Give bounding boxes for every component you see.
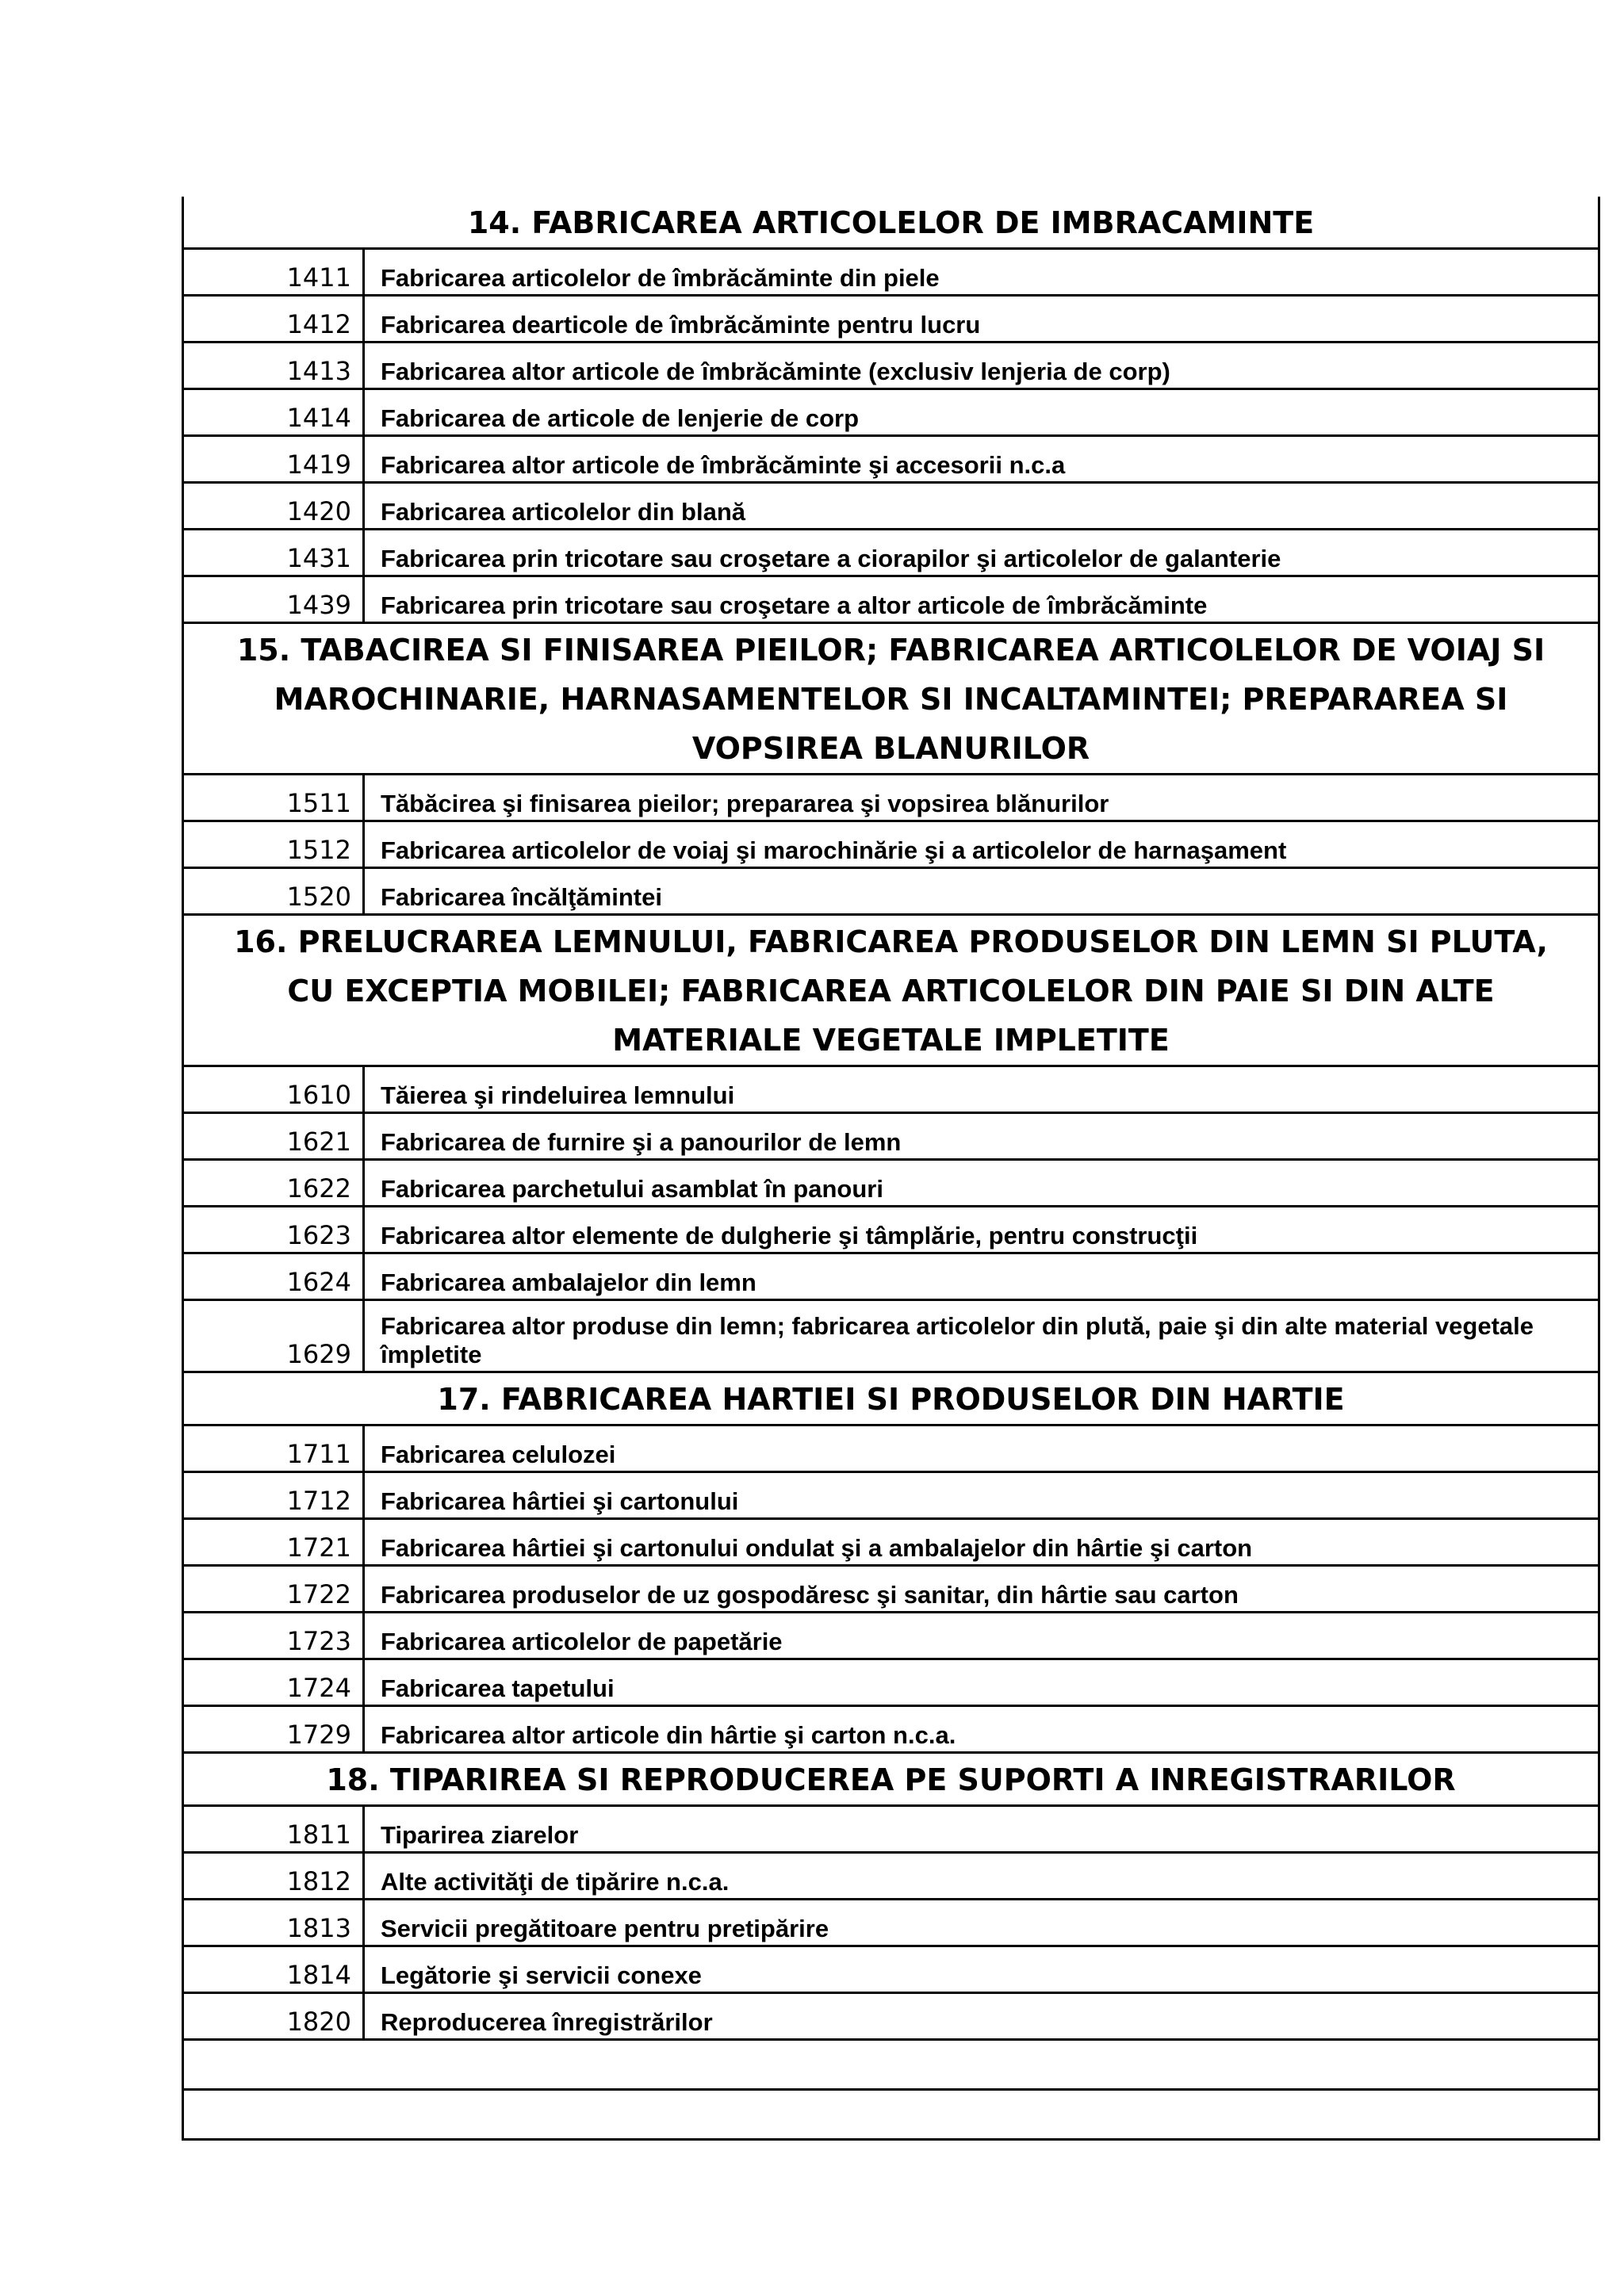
item-code: 1711 [183,1425,364,1472]
item-code: 1624 [183,1253,364,1300]
item-label: Fabricarea articolelor de papetărie [364,1613,1599,1659]
section-title: 18. TIPARIREA SI REPRODUCEREA PE SUPORTI A INREGISTRARILOR [183,1753,1599,1806]
item-code: 1419 [183,436,364,483]
item-label: Fabricarea de articole de lenjerie de corp [364,389,1599,436]
table-row [183,436,1599,483]
item-code: 1411 [183,249,364,296]
table-row [183,342,1599,389]
table-row [183,868,1599,915]
section-title: 15. TABACIREA SI FINISAREA PIEILOR; FABRICAREA ARTICOLELOR DE VOIAJ SI MAROCHINARIE, HARNASAMENTELOR SI INCALTAMINTEI; PREPARAREA SI VOPSIREA BLANURILOR [183,623,1599,775]
item-code: 1820 [183,1993,364,2040]
item-code: 1723 [183,1613,364,1659]
section-header-row [183,1372,1599,1425]
item-label: Fabricarea altor articole de îmbrăcăminte (exclusiv lenjeria de corp) [364,342,1599,389]
item-label: Fabricarea altor elemente de dulgherie şi tâmplărie, pentru construcţii [364,1207,1599,1253]
item-label: Fabricarea altor articole de îmbrăcăminte şi accesorii n.c.a [364,436,1599,483]
empty-row [183,2040,1599,2090]
table-row [183,530,1599,576]
item-code: 1439 [183,576,364,623]
item-label: Fabricarea ambalajelor din lemn [364,1253,1599,1300]
item-label: Fabricarea articolelor din blană [364,483,1599,530]
section-header-row [183,915,1599,1066]
item-label: Servicii pregătitoare pentru pretipărire [364,1900,1599,1946]
section-header-row [183,197,1599,249]
item-code: 1813 [183,1900,364,1946]
caen-code-table [182,197,1600,2141]
section-title: 16. PRELUCRAREA LEMNULUI, FABRICAREA PRODUSELOR DIN LEMN SI PLUTA, CU EXCEPTIA MOBILEI; FABRICAREA ARTICOLELOR DIN PAIE SI DIN ALTE MATERIALE VEGETALE IMPLETITE [183,915,1599,1066]
table-row [183,1472,1599,1519]
table-row [183,1900,1599,1946]
item-code: 1511 [183,775,364,821]
section-header-row [183,1753,1599,1806]
item-label: Fabricarea prin tricotare sau croşetare a altor articole de îmbrăcăminte [364,576,1599,623]
table-row [183,389,1599,436]
item-label: Fabricarea altor produse din lemn; fabricarea articolelor din plută, paie şi din alte material vegetale împletite [364,1300,1599,1372]
item-label: Fabricarea încălţămintei [364,868,1599,915]
caen-code-table-page [182,197,1598,2141]
table-row [183,775,1599,821]
item-code: 1431 [183,530,364,576]
item-code: 1610 [183,1066,364,1113]
item-label: Tăierea şi rindeluirea lemnului [364,1066,1599,1113]
item-code: 1724 [183,1659,364,1706]
table-row [183,1425,1599,1472]
item-label: Fabricarea articolelor de voiaj şi marochinărie şi a articolelor de harnaşament [364,821,1599,868]
item-code: 1722 [183,1566,364,1613]
table-row [183,1207,1599,1253]
section-header-row [183,623,1599,775]
item-label: Reproducerea înregistrărilor [364,1993,1599,2040]
item-label: Fabricarea parchetului asamblat în panouri [364,1160,1599,1207]
item-label: Fabricarea de furnire şi a panourilor de lemn [364,1113,1599,1160]
item-code: 1520 [183,868,364,915]
item-code: 1412 [183,296,364,342]
item-code: 1729 [183,1706,364,1753]
item-code: 1811 [183,1806,364,1853]
table-row [183,1706,1599,1753]
item-label: Fabricarea altor articole din hârtie şi carton n.c.a. [364,1706,1599,1753]
table-row [183,1160,1599,1207]
table-row [183,1566,1599,1613]
item-label: Fabricarea dearticole de îmbrăcăminte pentru lucru [364,296,1599,342]
empty-cell [183,2090,1599,2140]
item-label: Fabricarea celulozei [364,1425,1599,1472]
table-row [183,1853,1599,1900]
table-row [183,821,1599,868]
table-row [183,1993,1599,2040]
item-code: 1712 [183,1472,364,1519]
item-label: Fabricarea hârtiei şi cartonului [364,1472,1599,1519]
table-row [183,1659,1599,1706]
table-row [183,296,1599,342]
empty-cell [183,2040,1599,2090]
table-row [183,1946,1599,1993]
table-row [183,1300,1599,1372]
item-code: 1814 [183,1946,364,1993]
item-code: 1414 [183,389,364,436]
item-code: 1420 [183,483,364,530]
item-code: 1629 [183,1300,364,1372]
table-row [183,483,1599,530]
item-code: 1512 [183,821,364,868]
table-row [183,1113,1599,1160]
section-title: 14. FABRICAREA ARTICOLELOR DE IMBRACAMINTE [183,197,1599,249]
table-row [183,1806,1599,1853]
table-row [183,249,1599,296]
item-code: 1622 [183,1160,364,1207]
item-label: Fabricarea hârtiei şi cartonului ondulat şi a ambalajelor din hârtie şi carton [364,1519,1599,1566]
empty-row [183,2090,1599,2140]
item-label: Tiparirea ziarelor [364,1806,1599,1853]
section-title: 17. FABRICAREA HARTIEI SI PRODUSELOR DIN HARTIE [183,1372,1599,1425]
item-label: Alte activităţi de tipărire n.c.a. [364,1853,1599,1900]
table-row [183,576,1599,623]
item-code: 1721 [183,1519,364,1566]
item-label: Fabricarea produselor de uz gospodăresc şi sanitar, din hârtie sau carton [364,1566,1599,1613]
item-label: Fabricarea prin tricotare sau croşetare a ciorapilor şi articolelor de galanterie [364,530,1599,576]
table-row [183,1519,1599,1566]
item-label: Legătorie şi servicii conexe [364,1946,1599,1993]
item-label: Fabricarea tapetului [364,1659,1599,1706]
item-code: 1413 [183,342,364,389]
item-label: Fabricarea articolelor de îmbrăcăminte din piele [364,249,1599,296]
table-row [183,1253,1599,1300]
table-row [183,1613,1599,1659]
item-label: Tăbăcirea şi finisarea pieilor; prepararea şi vopsirea blănurilor [364,775,1599,821]
item-code: 1812 [183,1853,364,1900]
item-code: 1623 [183,1207,364,1253]
table-row [183,1066,1599,1113]
item-code: 1621 [183,1113,364,1160]
